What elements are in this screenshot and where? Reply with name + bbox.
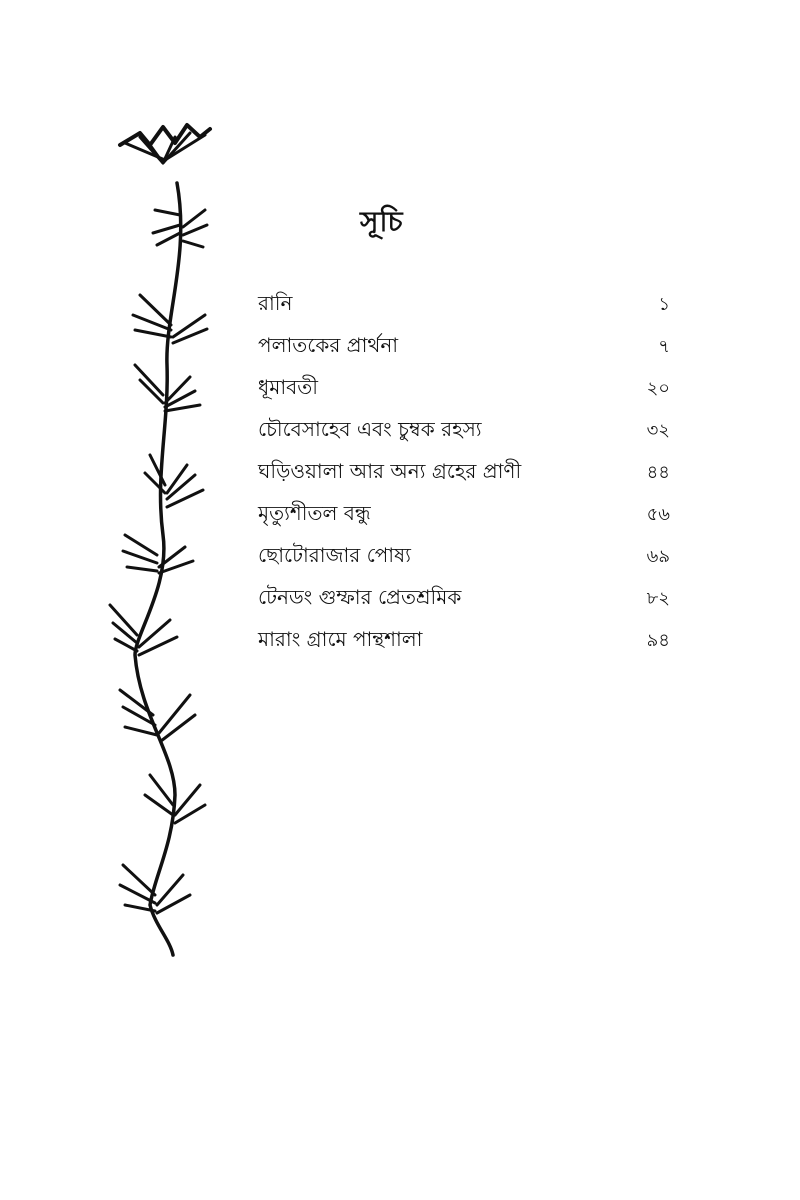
toc-entry (258, 492, 670, 534)
toc-entry-title: রানি (258, 291, 293, 315)
fern-vine-ornament-icon (95, 115, 235, 965)
toc-entry-title: ঘড়িওয়ালা আর অন্য গ্রহের প্রাণী (258, 459, 522, 483)
toc-entry-page: ৮২ (646, 588, 670, 609)
toc-entry (258, 618, 670, 660)
toc-entry-page: ১ (658, 294, 670, 315)
toc-entry (258, 366, 670, 408)
toc-entry-page: ৪৪ (646, 462, 670, 483)
toc-entry (258, 450, 670, 492)
toc-entry-title: চৌবেসাহেব এবং চুম্বক রহস্য (258, 417, 482, 441)
page-title: সূচি (360, 205, 404, 238)
toc-entry-page: ৫৬ (646, 504, 670, 525)
toc-entry (258, 408, 670, 450)
table-of-contents (258, 282, 670, 660)
toc-entry-page: ৭ (658, 336, 670, 357)
toc-entry (258, 576, 670, 618)
toc-entry-title: মারাং গ্রামে পান্থশালা (258, 627, 423, 651)
toc-entry (258, 534, 670, 576)
toc-entry (258, 282, 670, 324)
toc-entry-title: ছোটোরাজার পোষ্য (258, 543, 411, 567)
toc-entry-title: টেনডং গুম্ফার প্রেতশ্রমিক (258, 585, 462, 609)
toc-entry-title: মৃত্যুশীতল বন্ধু (258, 501, 371, 525)
toc-entry-page: ৯৪ (646, 630, 670, 651)
toc-entry-page: ২০ (646, 378, 670, 399)
toc-entry-page: ৬৯ (646, 546, 670, 567)
toc-entry (258, 324, 670, 366)
toc-entry-title: ধূমাবতী (258, 375, 318, 399)
toc-entry-title: পলাতকের প্রার্থনা (258, 333, 399, 357)
toc-entry-page: ৩২ (646, 420, 670, 441)
